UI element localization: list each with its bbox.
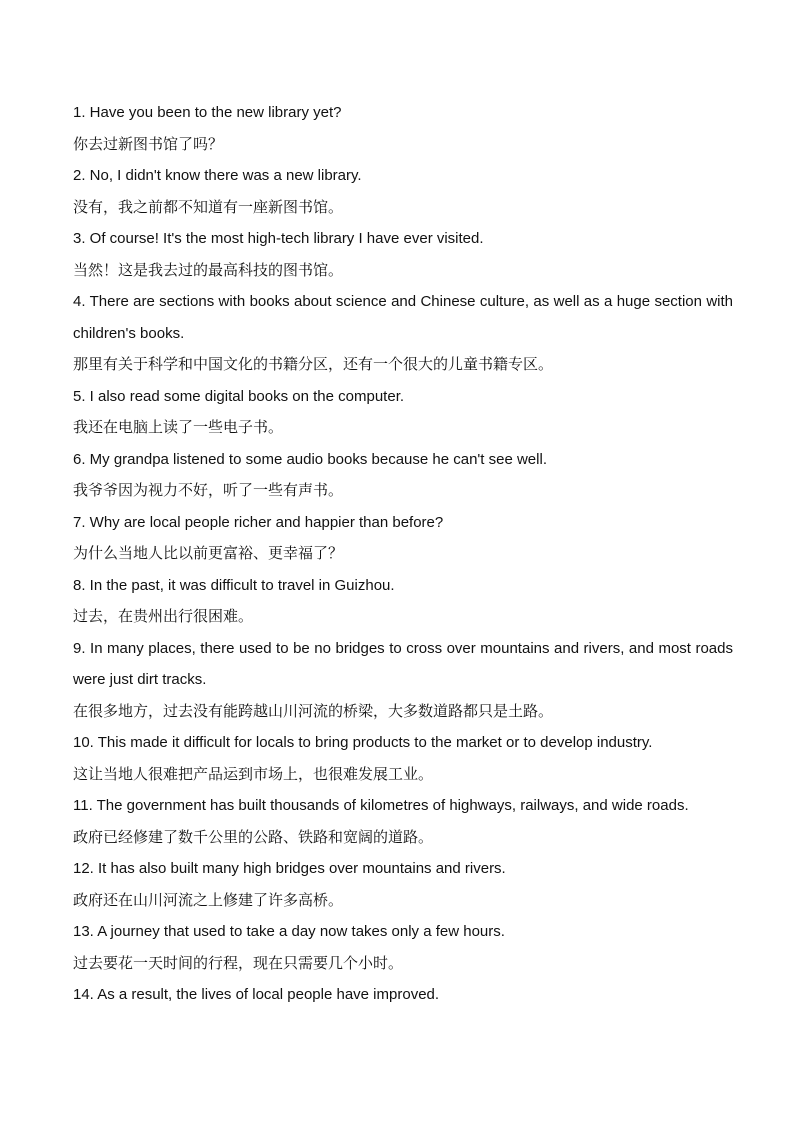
sentence-12-zh: 政府还在山川河流之上修建了许多高桥。 xyxy=(73,890,344,909)
sentence-2-en: 2. No, I didn't know there was a new library. xyxy=(73,167,362,184)
sentence-6-zh: 我爷爷因为视力不好，听了一些有声书。 xyxy=(73,481,344,499)
sentence-5-zh: 我还在电脑上读了一些电子书。 xyxy=(73,418,284,436)
sentence-9-en: 9. In many places, there used to be no bridges to cross over mountains and rivers, and most roads were just dirt tracks. xyxy=(73,639,733,688)
sentence-14-en: 14. As a result, the lives of local people have improved. xyxy=(73,986,440,1003)
sentence-11-en: 11. The government has built thousands of kilometres of highways, railways, and wide roads. xyxy=(73,797,689,814)
sentence-1-en: 1. Have you been to the new library yet? xyxy=(73,104,342,121)
sentence-7-zh: 为什么当地人比以前更富裕、更幸福了？ xyxy=(73,544,344,562)
sentence-5-en: 5. I also read some digital books on the computer. xyxy=(73,387,405,405)
sentence-8-zh: 过去，在贵州出行很困难。 xyxy=(73,607,254,625)
sentence-6-en: 6. My grandpa listened to some audio books because he can't see well. xyxy=(73,450,547,468)
sentence-9-zh: 在很多地方，过去没有能跨越山川河流的桥梁，大多数道路都只是土路。 xyxy=(73,701,554,720)
sentence-11-zh: 政府已经修建了数千公里的公路、铁路和宽阔的道路。 xyxy=(73,827,434,846)
sentence-3-en: 3. Of course! It's the most high-tech library I have ever visited. xyxy=(73,230,484,247)
sentence-10-zh: 这让当地人很难把产品运到市场上，也很难发展工业。 xyxy=(73,764,434,783)
sentence-7-en: 7. Why are local people richer and happier than before? xyxy=(73,513,444,531)
sentence-1-zh: 你去过新图书馆了吗？ xyxy=(73,134,224,153)
sentence-13-en: 13. A journey that used to take a day now takes only a few hours. xyxy=(73,923,505,940)
sentence-2-zh: 没有，我之前都不知道有一座新图书馆。 xyxy=(73,197,344,216)
sentence-4-en: 4. There are sections with books about science and Chinese culture, as well as a huge section with children's books. xyxy=(73,293,733,342)
sentence-4-zh: 那里有关于科学和中国文化的书籍分区，还有一个很大的儿童书籍专区。 xyxy=(73,355,554,373)
sentence-10-en: 10. This made it difficult for locals to bring products to the market or to develop industry. xyxy=(73,734,653,751)
sentence-8-en: 8. In the past, it was difficult to travel in Guizhou. xyxy=(73,576,395,594)
document-page xyxy=(73,97,733,1011)
sentence-13-zh: 过去要花一天时间的行程，现在只需要几个小时。 xyxy=(73,953,404,972)
sentence-12-en: 12. It has also built many high bridges over mountains and rivers. xyxy=(73,860,506,877)
sentence-3-zh: 当然！这是我去过的最高科技的图书馆。 xyxy=(73,260,344,279)
